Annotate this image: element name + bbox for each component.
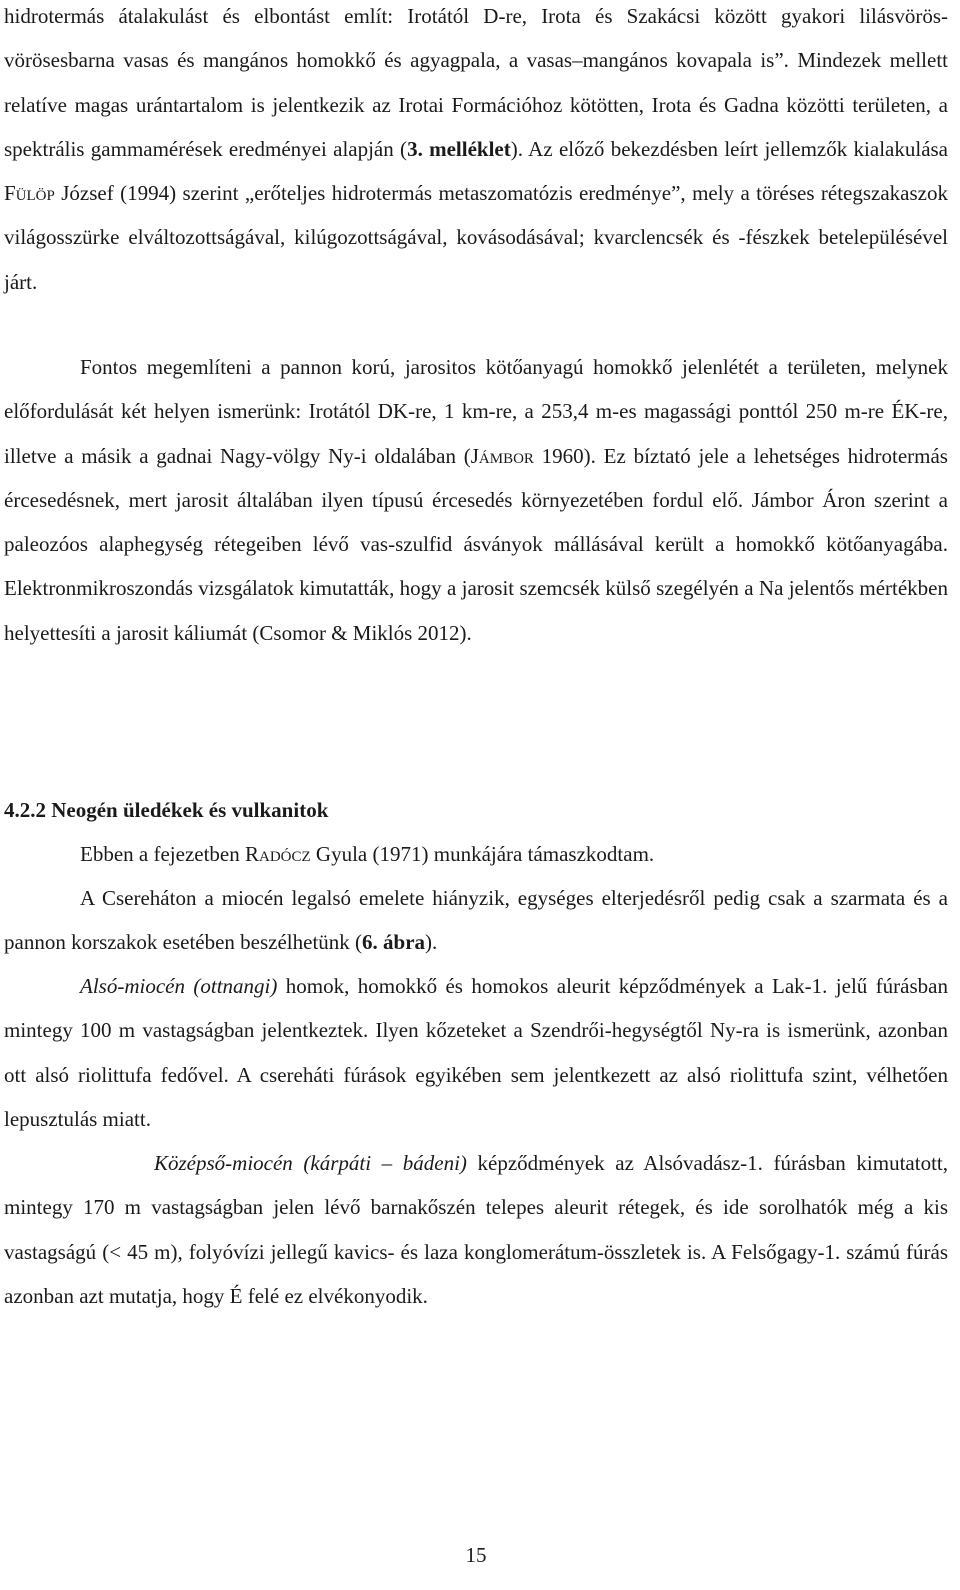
paragraph-text: József (1994) szerint „erőteljes hidrotermás metaszomatózis eredménye”, mely a töréses rétegszakaszok világosszürke elváltozottságával, kilúgozottságával, kovásodásával; kvarclencsék és -fészkek betelepülésével járt. <box>4 181 948 294</box>
appendix-reference: 3. melléklet <box>407 136 511 161</box>
paragraph-lower-miocene <box>4 964 948 1141</box>
paragraph-middle-miocene <box>4 1141 948 1318</box>
paragraph-text: 1960). Ez bíztató jele a lehetséges hidrotermás ércesedésnek, mert jarosit általában ilyen típusú ércesedés környezetében fordul elő. Jámbor Áron szerint a paleozóos alaphegység rétegeiben lévő vas-szulfid ásványok mállásával került a homokkő kötőanyagába. Elektronmikroszondás vizsgálatok kimutatták, hogy a jarosit szemcsék külső szegélyén a Na jelentős mértékben helyettesíti a jarosit káliumát (Csomor & Miklós 2012). <box>4 443 948 645</box>
paragraph-text: ). Az előző bekezdésben leírt jellemzők kialakulása <box>510 136 949 161</box>
page-number: 15 <box>465 1543 487 1567</box>
paragraph-source <box>4 832 948 876</box>
paragraph-hydrothermal <box>4 0 948 304</box>
figure-reference: 6. ábra <box>362 930 426 955</box>
stratigraphic-unit: Alsó-miocén (ottnangi) <box>80 974 278 998</box>
paragraph-text: homok, homokkő és homokos aleurit képződmények a Lak-1. jelű fúrásban mintegy 100 m vastagságban jelentkeztek. Ilyen kőzeteket a Szendrői-hegységtől Ny-ra is ismerünk, azonban ott alsó riolittufa fedővel. A csereháti fúrások egyikében sem jelentkezett az alsó riolittufa szint, vélhetően lepusztulás miatt. <box>4 974 948 1131</box>
paragraph-text: ). <box>425 930 438 955</box>
paragraph-text: hidrotermás átalakulást és elbontást említ: Irotától D-re, Irota és Szakácsi között gyakori lilásvörös-vörösesbarna vasas és mangános homokkő és agyagpala, a vasas–mangános kovapala is”. Mindezek mellett relatíve magas urántartalom is jelentkezik az Irotai Formációhoz kötötten, Irota és Gadna közötti területen, a spektrális gammamérések eredményei alapján ( <box>4 4 948 161</box>
stratigraphic-unit: Középső-miocén (kárpáti – bádeni) <box>154 1151 467 1175</box>
paragraph-cserehat <box>4 876 948 965</box>
author-name: Jámbor <box>470 443 534 468</box>
author-name: Fülöp <box>4 181 55 206</box>
paragraph-text: Ebben a fejezetben <box>80 842 245 866</box>
paragraph-text: Fontos megemlíteni a pannon korú, jarositos kötőanyagú homokkő jelenlétét a területen, melynek előfordulását két helyen ismerünk: Irotától DK-re, 1 km-re, a 253,4 m-es magassági ponttól 250 m-re ÉK-re, illetve a másik a gadnai Nagy-völgy Ny-i oldalában ( <box>4 355 948 468</box>
paragraph-jarosite <box>4 345 948 655</box>
paragraph-text: képződmények az Alsóvadász-1. fúrásban kimutatott, mintegy 170 m vastagságban jelen lévő barnakőszén telepes aleurit rétegek, és ide sorolhatók még a kis vastagságú (< 45 m), folyóvízi jellegű kavics- és laza konglomerátum-összletek is. A Felsőgagy-1. számú fúrás azonban azt mutatja, hogy É felé ez elvékonyodik. <box>4 1151 948 1308</box>
section-heading: 4.2.2 Neogén üledékek és vulkanitok <box>4 798 329 822</box>
paragraph-text: Gyula (1971) munkájára támaszkodtam. <box>310 842 655 866</box>
author-name: Radócz <box>245 842 311 866</box>
paragraph-text: A Csereháton a miocén legalsó emelete hiányzik, egységes elterjedésről pedig csak a szarmata és a pannon korszakok esetében beszélhetünk ( <box>4 886 948 955</box>
